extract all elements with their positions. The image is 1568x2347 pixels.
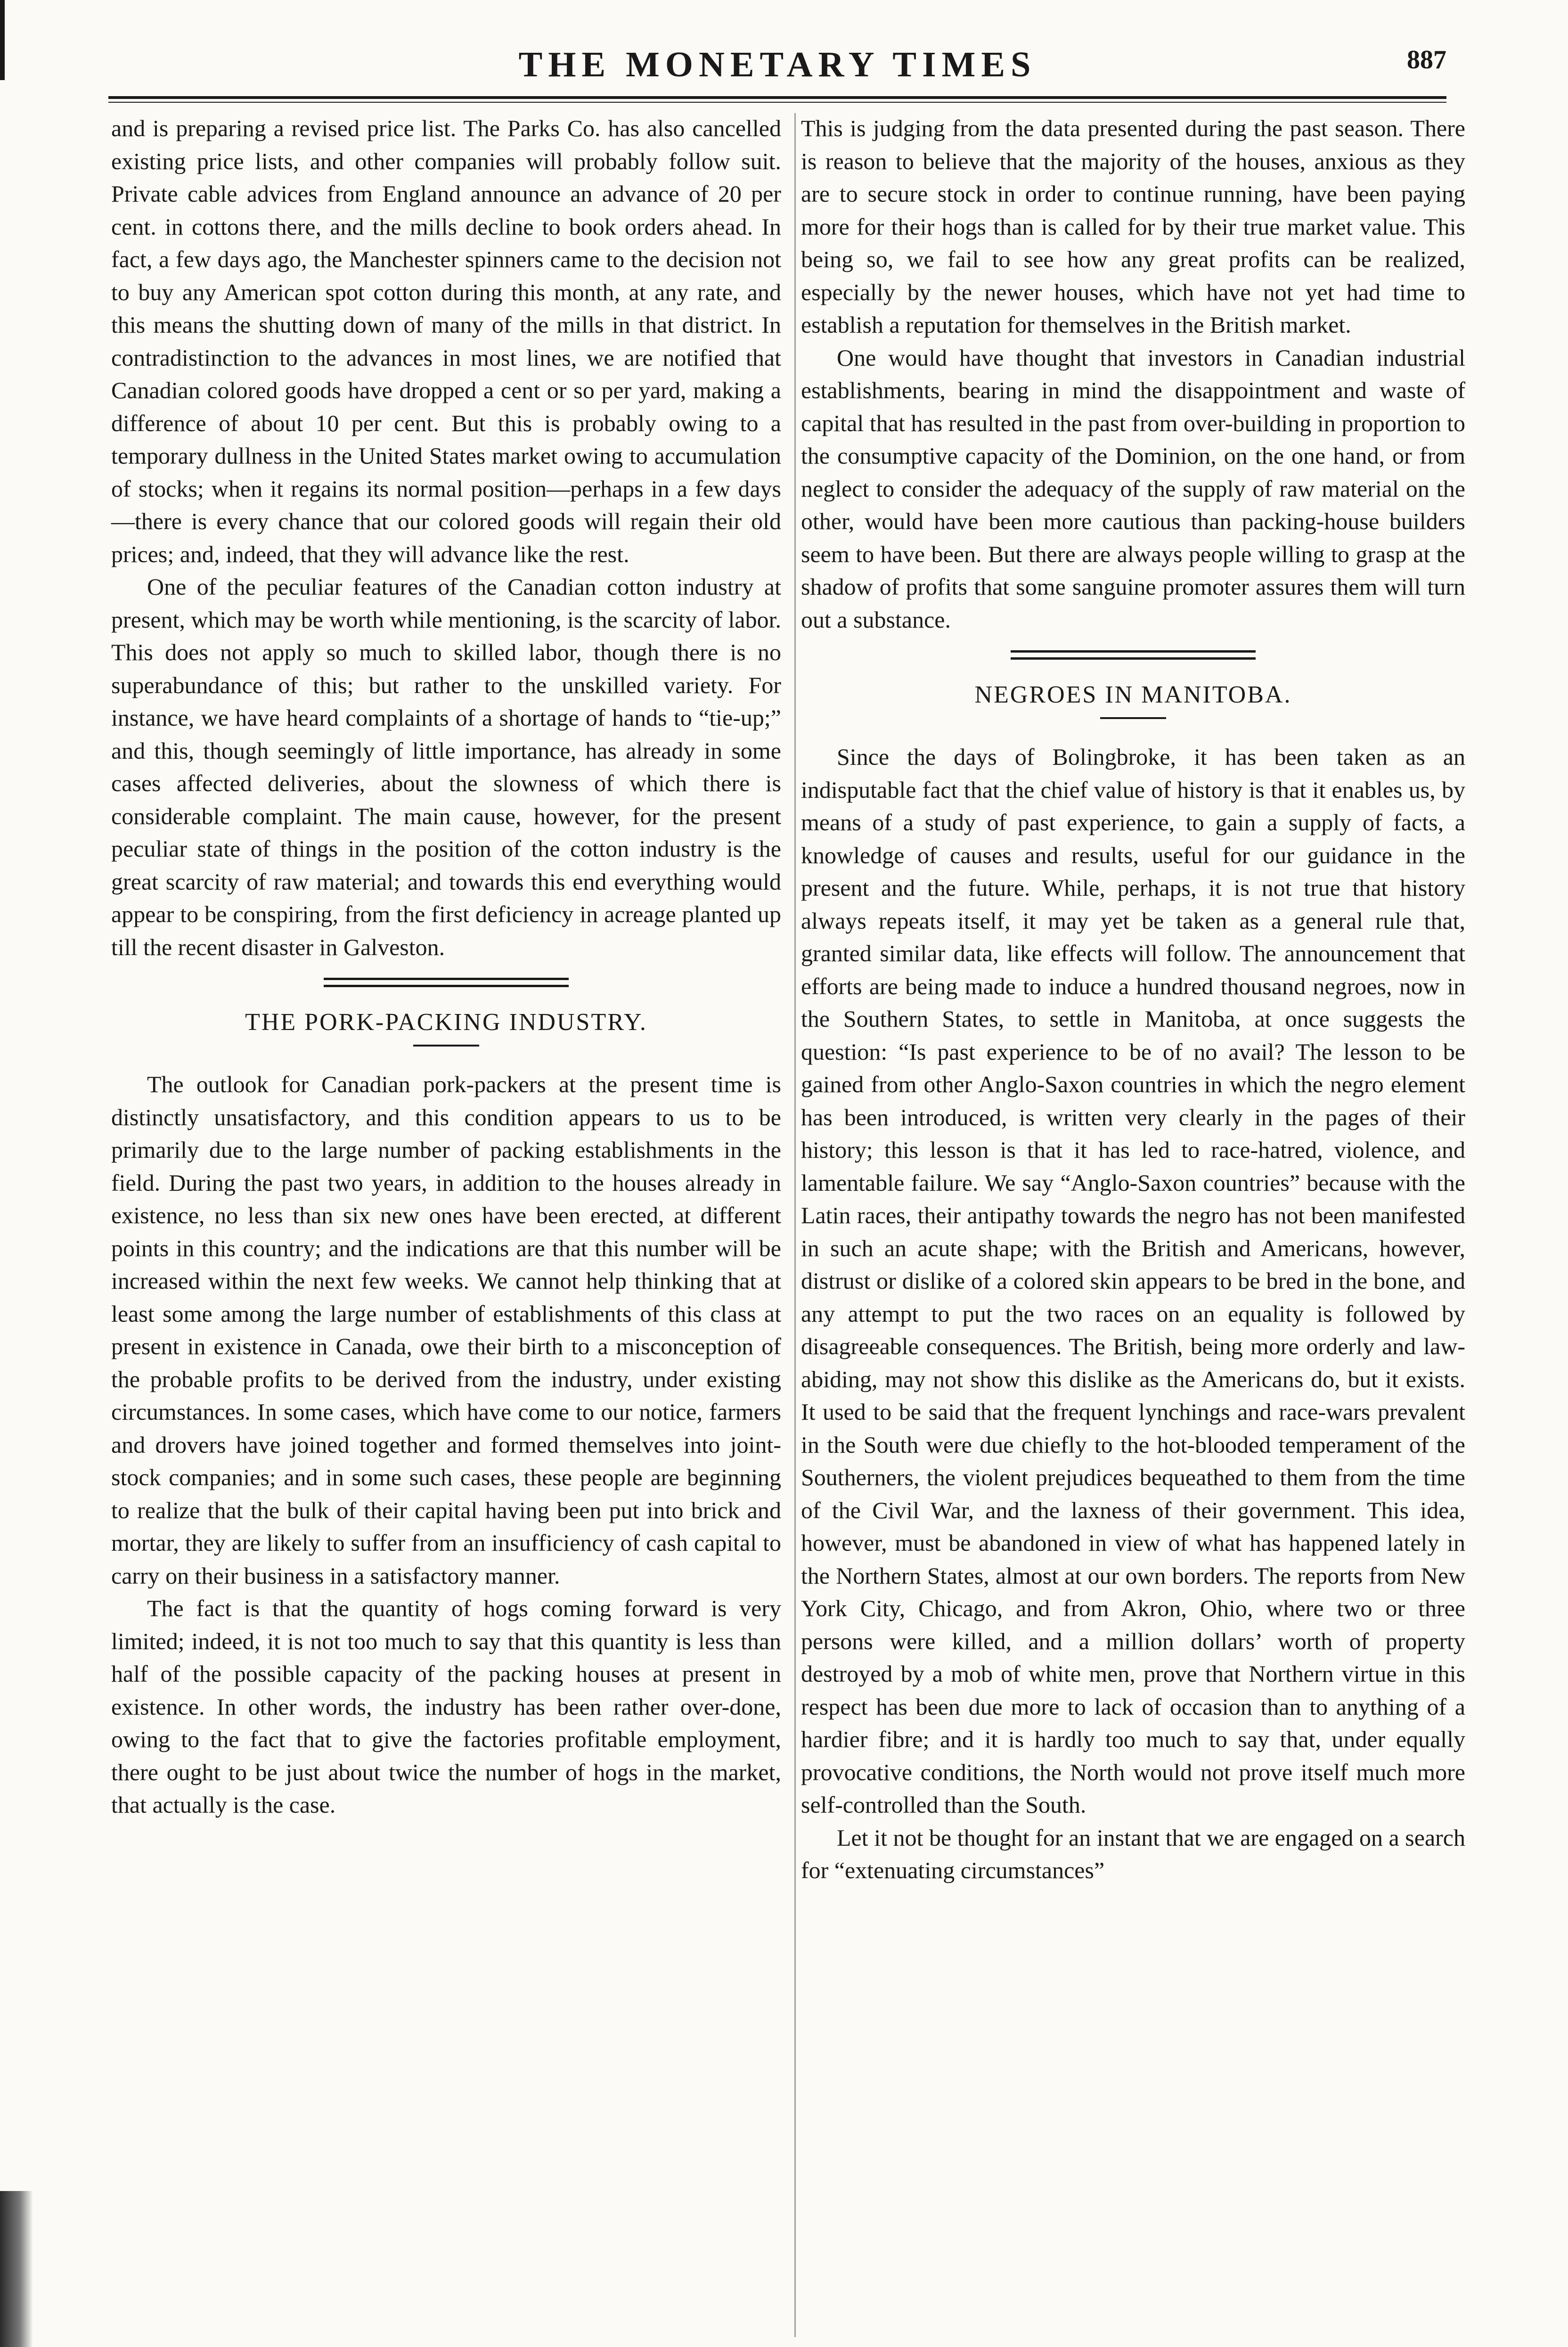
left-column xyxy=(111,112,781,1822)
right-column xyxy=(801,112,1465,1887)
section-separator xyxy=(1011,650,1256,660)
page-number: 887 xyxy=(1407,45,1446,74)
paragraph: Since the days of Bolingbroke, it has been taken as an indisputable fact that the chief value of history is that it enables us, by means of a study of past experience, to gain a supply of facts, a knowledge of causes and results, useful for our guidance in the present and the future. While, perhaps, it is not true that history always repeats itself, it may yet be taken as a general rule that, granted similar data, like effects will follow. The announcement that efforts are being made to induce a hundred thousand negroes, now in the Southern States, to settle in Manitoba, at once suggests the question: “Is past experience to be of no avail? The lesson to be gained from other Anglo-Saxon countries in which the negro element has been introduced, is written very clearly in the pages of their history; this lesson is that it has led to race-hatred, violence, and lamentable failure. We say “Anglo-Saxon countries” because with the Latin races, their antipathy towards the negro has not been manifested in such an acute shape; with the British and Americans, however, distrust or dislike of a colored skin appears to be bred in the bone, and any attempt to put the two races on an equality is followed by disagreeable consequences. The British, being more orderly and law-abiding, may not show this dislike as the Americans do, but it exists. It used to be said that the frequent lynchings and race-wars prevalent in the South were due chiefly to the hot-blooded temperament of the Southerners, the violent prejudices bequeathed to them from the time of the Civil War, and the laxness of their government. This idea, however, must be abandoned in view of what has happened lately in the Northern States, almost at our own borders. The reports from New York City, Chicago, and from Akron, Ohio, where two or three persons were killed, and a million dollars’ worth of property destroyed by a mob of white men, prove that Northern virtue in this respect has been due more to lack of occasion than to anything of a hardier fibre; and it is hardly too much to say that, under equally provocative conditions, the North would not prove itself much more self-controlled than the South. xyxy=(801,744,1465,1818)
header-rule-thick xyxy=(108,96,1446,99)
paragraph: Let it not be thought for an instant that we are engaged on a search for “extenuating circumstances” xyxy=(801,1824,1465,1883)
paragraph: One of the peculiar features of the Canadian cotton industry at present, which may be worth while mentioning, is the scarcity of labor. This does not apply so much to skilled labor, though there is no superabundance of this; but rather to the unskilled variety. For instance, we have heard complaints of a shortage of hands to “tie-up;” and this, though seemingly of little importance, has already in some cases affected deliveries, about the slowness of which there is considerable complaint. The main cause, however, for the present peculiar state of things in the position of the cotton industry is the great scarcity of raw material; and towards this end everything would appear to be conspiring, from the first deficiency in acreage planted up till the recent disaster in Galveston. xyxy=(111,573,781,960)
paragraph: and is preparing a revised price list. The Parks Co. has also cancelled existing price lists, and other companies will probably follow suit. Private cable advices from England announce an advance of 20 per cent. in cottons there, and the mills decline to book orders ahead. In fact, a few days ago, the Manchester spinners came to the decision not to buy any American spot cotton during this month, at any rate, and this means the shutting down of many of the mills in that district. In contradistinction to the advances in most lines, we are notified that Canadian colored goods have dropped a cent or so per yard, making a difference of about 10 per cent. But this is probably owing to a temporary dullness in the United States market owing to accumulation of stocks; when it regains its normal position—perhaps in a few days—there is every chance that our colored goods will regain their old prices; and, indeed, that they will advance like the rest. xyxy=(111,115,781,567)
paragraph: The fact is that the quantity of hogs coming forward is very limited; indeed, it is not too much to say that this quantity is less than half of the possible capacity of the packing houses at present in existence. In other words, the industry has been rather over-done, owing to the fact that to give the factories profitable employment, there ought to be just about twice the number of hogs in the market, that actually is the case. xyxy=(111,1595,781,1818)
paragraph: The outlook for Canadian pork-packers at the present time is distinctly unsatisfactory, and this condition appears to us to be primarily due to the large number of packing establishments in the field. During the past two years, in addition to the houses already in existence, no less than six new ones have been erected, at different points in this country; and the indications are that this number will be increased within the next few weeks. We cannot help thinking that at least some among the large number of establishments of this class at present in existence in Canada, owe their birth to a misconception of the probable profits to be derived from the industry, under existing circumstances. In some cases, which have come to our notice, farmers and drovers have joined together and formed themselves into joint-stock companies; and in some such cases, these people are beginning to realize that the bulk of their capital having been put into brick and mortar, they are likely to suffer from an insufficiency of cash capital to carry on their business in a satisfactory manner. xyxy=(111,1071,781,1589)
section-separator xyxy=(324,978,569,987)
heading-rule xyxy=(1100,717,1166,719)
heading-rule xyxy=(413,1045,479,1047)
column-divider xyxy=(794,113,796,2337)
header-rule-thin xyxy=(108,102,1446,103)
binding-edge-mark xyxy=(0,0,5,80)
masthead-title: THE MONETARY TIMES xyxy=(518,45,1037,84)
page-header xyxy=(108,43,1446,100)
section-heading: THE PORK-PACKING INDUSTRY. xyxy=(245,1009,647,1036)
paragraph: This is judging from the data presented during the past season. There is reason to believe that the majority of the houses, anxious as they are to secure stock in order to continue running, have been paying more for their hogs than is called for by their true market value. This being so, we fail to see how any great profits can be realized, especially by the newer houses, which have not yet had time to establish a reputation for themselves in the British market. xyxy=(801,115,1465,338)
section-heading: NEGROES IN MANITOBA. xyxy=(974,681,1292,708)
binding-edge-shadow xyxy=(0,2191,33,2347)
paragraph: One would have thought that investors in Canadian industrial establishments, bearing in mind the disappointment and waste of capital that has resulted in the past from over-building in proportion to the consumptive capacity of the Dominion, on the one hand, or from neglect to consider the adequacy of the supply of raw material on the other, would have been more cautious than packing-house builders seem to have been. But there are always people willing to grasp at the shadow of profits that some sanguine promoter assures them will turn out a substance. xyxy=(801,344,1465,633)
